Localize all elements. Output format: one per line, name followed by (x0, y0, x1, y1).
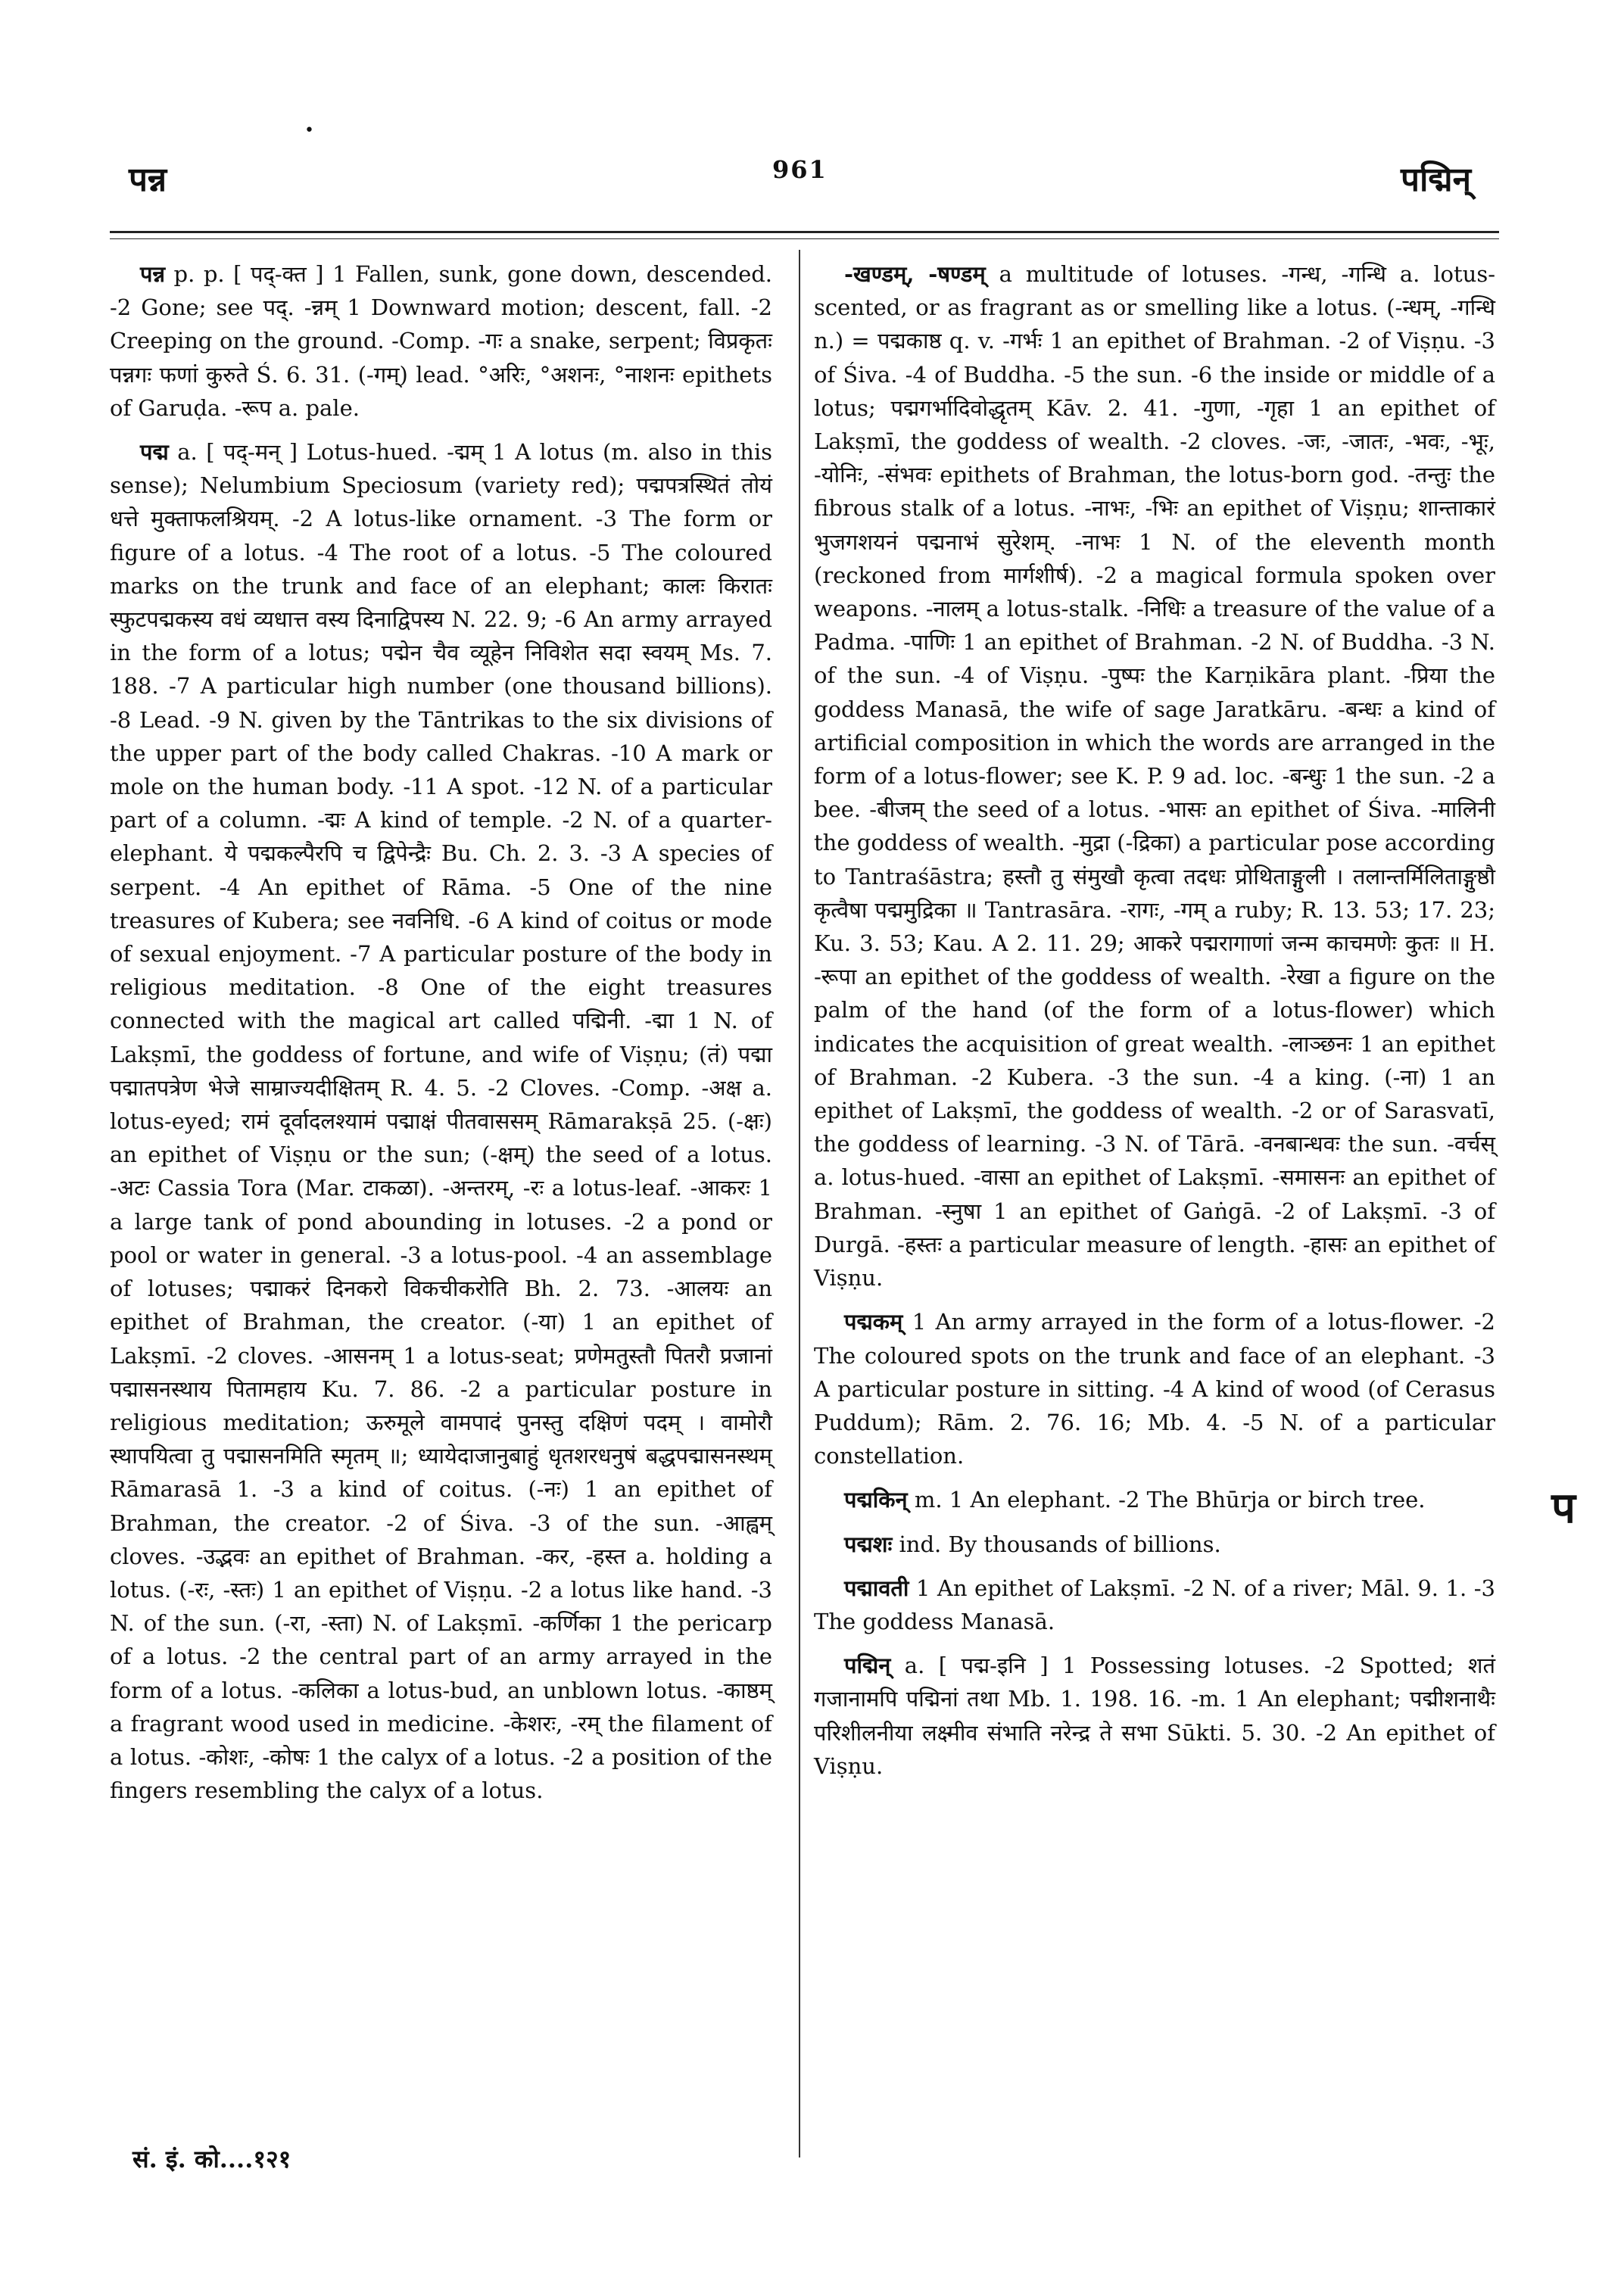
left-column (110, 257, 772, 1818)
entry (814, 1528, 1495, 1561)
entry (814, 1483, 1495, 1516)
entry-headword: पद्म (140, 439, 169, 466)
column-divider (799, 250, 800, 2157)
entry (110, 435, 772, 1807)
entry (110, 257, 772, 425)
entry-text: p. p. [ पद्-क्त ] 1 Fallen, sunk, gone down, descended. -2 Gone; see पद्. -न्नम् 1 Downward motion; descent, fall. -2 Creeping on the ground. -Comp. -गः a snake, serpent; विप्रकृतः पन्नगः फणां कुरुते Ś. 6. 31. (-गम्) lead. °अरिः, °अशनः, °नाशनः epithets of Garuḍa. -रूप a. pale. (110, 261, 773, 421)
entry-headword: पन्न (140, 261, 166, 287)
entry-headword: पद्मावती (844, 1575, 909, 1601)
top-mark: • (304, 121, 314, 140)
entry-headword: पद्मकिन् (844, 1487, 908, 1513)
entry-headword: पद्मकम् (844, 1309, 903, 1335)
header-left-word: पन्न (129, 160, 167, 199)
entry-headword: पद्मशः (844, 1531, 893, 1557)
entry-text: a. [ पद्म-इनि ] 1 Possessing lotuses. -2 Spotted; शतं गजानामपि पद्मिनां तथा Mb. 1. 198. 16. -m. 1 An elephant; पद्मीशनाथैः परिशीलनीया लक्ष्मीव संभाति नरेन्द्र ते सभा Sūkti. 5. 30. -2 An epithet of Viṣṇu. (814, 1653, 1495, 1779)
entry-text: 1 An army arrayed in the form of a lotus-flower. -2 The coloured spots on the trunk and face of an elephant. -3 A particular posture in sitting. -4 A kind of wood (of Cerasus Puddum); Rām. 2. 76. 16; Mb. 4. -5 N. of a particular constellation. (814, 1309, 1496, 1469)
entry-text: ind. By thousands of billions. (899, 1531, 1221, 1557)
footer-signature: सं. इं. को....१२१ (132, 2145, 291, 2173)
header-rule-thin (110, 238, 1499, 239)
right-column (814, 257, 1495, 1793)
entry (814, 1572, 1495, 1638)
header-right-word: पद्मिन् (1401, 160, 1472, 199)
header-rule-thick (110, 231, 1499, 233)
page-number: 961 (772, 155, 828, 184)
entry (814, 257, 1495, 1294)
entry-headword: पद्मिन् (844, 1653, 891, 1679)
entry-text: 1 An epithet of Lakṣmī. -2 N. of a river; Māl. 9. 1. -3 The goddess Manasā. (814, 1575, 1495, 1634)
entry-text: a multitude of lotuses. -गन्ध, -गन्धि a. lotus-scented, or as fragrant as or smelling like a lotus. (-न्धम्, -गन्धि n.) = पद्मकाष्ठ q. v. -गर्भः 1 an epithet of Brahman. -2 of Viṣṇu. -3 of Śiva. -4 of Buddha. -5 the sun. -6 the inside or middle of a lotus; पद्मगर्भादिवोद्धृतम् Kāv. 2. 41. -गुणा, -गृहा 1 an epithet of Lakṣmī, the goddess of wealth. -2 cloves. -जः, -जातः, -भवः, -भूः, -योनिः, -संभवः epithets of Brahman, the lotus-born god. -तन्तुः the fibrous stalk of a lotus. -नाभः, -भिः an epithet of Viṣṇu; शान्ताकारं भुजगशयनं पद्मनाभं सुरेशम्. -नाभः 1 N. of the eleventh month (reckoned from मार्गशीर्ष). -2 a magical formula spoken over weapons. -नालम् a lotus-stalk. -निधिः a treasure of the value of a Padma. -पाणिः 1 an epithet of Brahman. -2 N. of Buddha. -3 N. of the sun. -4 of Viṣṇu. -पुष्पः the Karṇikāra plant. -प्रिया the goddess Manasā, the wife of sage Jaratkāru. -बन्धः a kind of artificial composition in which the words are arranged in the form of a lotus-flower; see K. P. 9 ad. loc. -बन्धुः 1 the sun. -2 a bee. -बीजम् the seed of a lotus. -भासः an epithet of Śiva. -मालिनी the goddess of wealth. -मुद्रा (-द्रिका) a particular pose according to Tantraśāstra; हस्तौ तु संमुखौ कृत्वा तदधः प्रोथिताङ्गुली । तलान्तर्मिलिताङ्गुष्ठौ कृत्वैषा पद्ममुद्रिका ॥ Tantrasāra. -रागः, -गम् a ruby; R. 13. 53; 17. 23; Ku. 3. 53; Kau. A 2. 11. 29; आकरे पद्मरागाणां जन्म काचमणेः कुतः ॥ H. -रूपा an epithet of the goddess of wealth. -रेखा a figure on the palm of the hand (of the form of a lotus-flower) which indicates the acquisition of great wealth. -लाञ्छनः 1 an epithet of Brahman. -2 Kubera. -3 the sun. -4 a king. (-ना) 1 an epithet of Lakṣmī, the goddess of wealth. -2 or of Sarasvatī, the goddess of learning. -3 N. of Tārā. -वनबान्धवः the sun. -वर्चस् a. lotus-hued. -वासा an epithet of Lakṣmī. -समासनः an epithet of Brahman. -स्नुषा 1 an epithet of Gaṅgā. -2 of Lakṣmī. -3 of Durgā. -हस्तः a particular measure of length. -हासः an epithet of Viṣṇu. (814, 261, 1496, 1291)
entry-headword: -खण्डम्, -षण्डम् (844, 261, 986, 287)
entry (814, 1305, 1495, 1472)
entry (814, 1649, 1495, 1783)
entry-text: m. 1 An elephant. -2 The Bhūrja or birch tree. (914, 1487, 1426, 1513)
entry-text: a. [ पद्-मन् ] Lotus-hued. -द्मम् 1 A lotus (m. also in this sense); Nelumbium Speciosum (variety red); पद्मपत्रस्थितं तोयं धत्ते मुक्ताफलश्रियम्. -2 A lotus-like ornament. -3 The form or figure of a lotus. -4 The root of a lotus. -5 The coloured marks on the trunk and face of an elephant; कालः किरातः स्फुटपद्मकस्य वधं व्यधात्त वस्य दिनाद्विपस्य N. 22. 9; -6 An army arrayed in the form of a lotus; पद्मेन चैव व्यूहेन निविशेत सदा स्वयम् Ms. 7. 188. -7 A particular high number (one thousand billions). -8 Lead. -9 N. given by the Tāntrikas to the six divisions of the upper part of the body called Chakras. -10 A mark or mole on the human body. -11 A spot. -12 N. of a particular part of a column. -द्मः A kind of temple. -2 N. of a quarter-elephant. ये पद्मकल्पैरपि च द्विपेन्द्रैः Bu. Ch. 2. 3. -3 A species of serpent. -4 An epithet of Rāma. -5 One of the nine treasures of Kubera; see नवनिधि. -6 A kind of coitus or mode of sexual enjoyment. -7 A particular posture of the body in religious meditation. -8 One of the eight treasures connected with the magical art called पद्मिनी. -द्मा 1 N. of Lakṣmī, the goddess of fortune, and wife of Viṣṇu; (तं) पद्मा पद्मातपत्रेण भेजे साम्राज्यदीक्षितम् R. 4. 5. -2 Cloves. -Comp. -अक्ष a. lotus-eyed; रामं दूर्वादलश्यामं पद्माक्षं पीतवाससम् Rāmarakṣā 25. (-क्षः) an epithet of Viṣṇu or the sun; (-क्षम्) the seed of a lotus. -अटः Cassia Tora (Mar. टाकळा). -अन्तरम्, -रः a lotus-leaf. -आकरः 1 a large tank of pond abounding in lotuses. -2 a pond or pool or water in general. -3 a lotus-pool. -4 an assemblage of lotuses; पद्माकरं दिनकरो विकचीकरोति Bh. 2. 73. -आलयः an epithet of Brahman, the creator. (-या) 1 an epithet of Lakṣmī. -2 cloves. -आसनम् 1 a lotus-seat; प्रणेमतुस्तौ पितरौ प्रजानां पद्मासनस्थाय पितामहाय Ku. 7. 86. -2 a particular posture in religious meditation; ऊरुमूले वामपादं पुनस्तु दक्षिणं पदम् । वामोरौ स्थापयित्वा तु पद्मासनमिति स्मृतम् ॥; ध्यायेदाजानुबाहुं धृतशरधनुषं बद्धपद्मासनस्थम् Rāmarasā 1. -3 a kind of coitus. (-नः) 1 an epithet of Brahman, the creator. -2 of Śiva. -3 of the sun. -आह्वम् cloves. -उद्भवः an epithet of Brahman. -कर, -हस्त a. holding a lotus. (-रः, -स्तः) 1 an epithet of Viṣṇu. -2 a lotus like hand. -3 N. of the sun. (-रा, -स्ता) N. of Lakṣmī. -कर्णिका 1 the pericarp of a lotus. -2 the central part of an army arrayed in the form of a lotus. -कलिका a lotus-bud, an unblown lotus. -काष्ठम् a fragrant wood used in medicine. -केशरः, -रम् the filament of a lotus. -कोशः, -कोषः 1 the calyx of a lotus. -2 a position of the fingers resembling the calyx of a lotus. (110, 439, 772, 1804)
thumb-index-tab: प (1551, 1483, 1576, 1533)
